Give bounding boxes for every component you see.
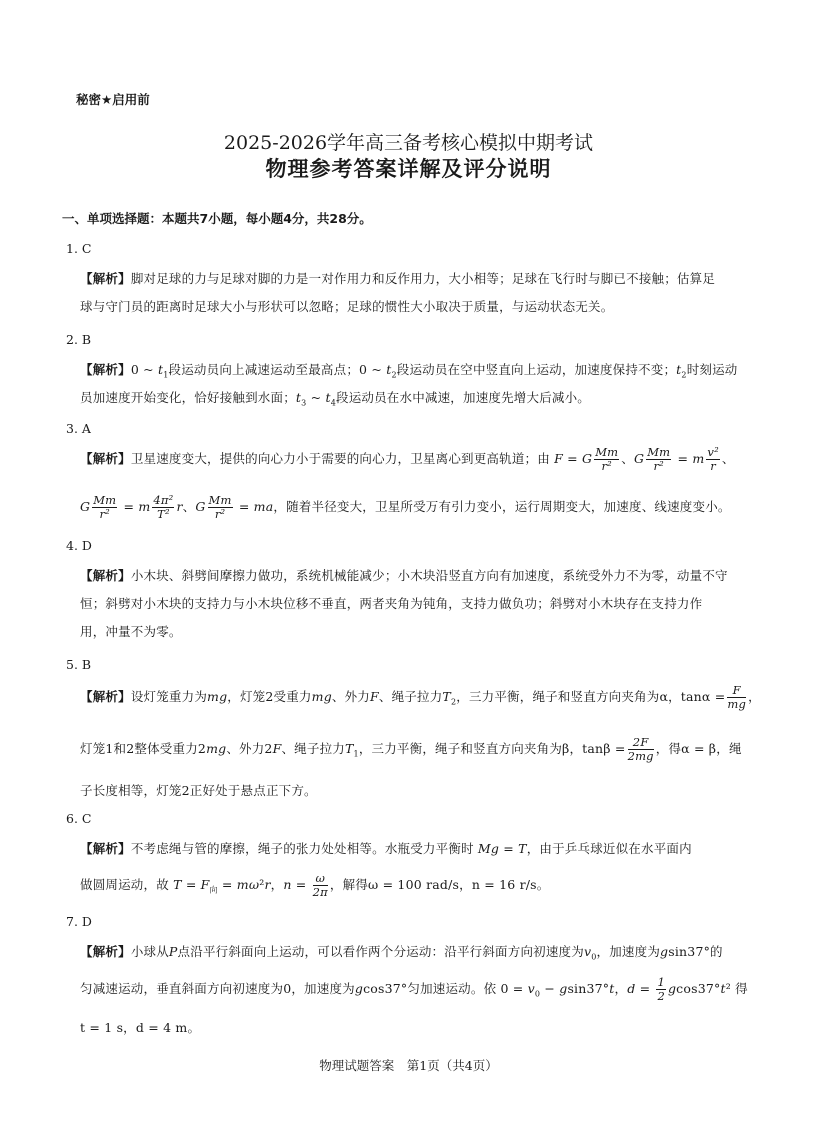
question-6-answer: 6. C [66,811,92,826]
q4-analysis-line: 恒；斜劈对小木块的支持力与小木块位移不垂直，两者夹角为钝角，支持力做负功；斜劈对小木块存在支持力作 [80,596,703,611]
q2-analysis-line: 【解析】0 ~ $t_1$段运动员向上减速运动至最高点；0 ~ $t_2$段运动员在空中竖直向上运动，加速度保持不变；$t_2$时刻运动 [80,362,738,380]
question-3-answer: 3. A [66,421,91,436]
section-heading: 一、单项选择题：本题共7小题，每小题4分，共28分。 [62,211,372,226]
q2-analysis-line: 员加速度开始变化，恰好接触到水面；$t_3$ ~ $t_4$段运动员在水中减速，加速度先增大后减小。 [80,390,591,408]
confidential-mark: 秘密★启用前 [76,92,150,107]
q1-analysis-line: 【解析】脚对足球的力与足球对脚的力是一对作用力和反作用力，大小相等；足球在飞行时与脚已不接触；估算足 [80,271,716,286]
question-2-answer: 2. B [66,332,92,347]
question-4-answer: 4. D [66,538,92,553]
exam-title: 2025-2026学年高三备考核心模拟中期考试 [223,132,594,154]
question-1-answer: 1. C [66,241,92,256]
q3-analysis-line: 【解析】卫星速度变大，提供的向心力小于需要的向心力，卫星离心到更高轨道；由 F = G $\frac{Mm}{\text{r²}}$ 、G $\frac{Mm}{\text{r²}}$ = m $\frac{\text{v²}}{r}$ 、 [80,445,735,473]
q5-analysis-line: 【解析】设灯笼重力为mg，灯笼2受重力mg、外力F、绳子拉力$T_2$，三力平衡，绳子和竖直方向夹角为α，tanα = $\frac{F}{mg}$ ， [80,683,761,711]
q5-analysis-line: 子长度相等，灯笼2正好处于悬点正下方。 [80,783,317,798]
q7-analysis-line: 【解析】小球从P点沿平行斜面向上运动，可以看作两个分运动：沿平行斜面方向初速度为$v_0$，加速度为gsin37°的 [80,944,723,962]
question-5-answer: 5. B [66,657,92,672]
document-title: 物理参考答案详解及评分说明 [265,157,552,181]
q7-analysis-line: t = 1 s，d = 4 m。 [80,1020,201,1035]
page-footer: 物理试题答案 第1页（共4页） [319,1058,498,1073]
q4-analysis-line: 用，冲量不为零。 [80,624,182,639]
question-7-answer: 7. D [66,914,92,929]
q1-analysis-line: 球与守门员的距离时足球大小与形状可以忽略；足球的惯性大小取决于质量，与运动状态无关。 [80,299,614,314]
q5-analysis-line: 灯笼1和2整体受重力2mg、外力2F、绳子拉力$T_1$，三力平衡，绳子和竖直方向夹角为β，tanβ = $\frac{2F}{2mg}$ ，得α = β，绳 [80,735,742,763]
q4-analysis-line: 【解析】小木块、斜劈间摩擦力做功，系统机械能减少；小木块沿竖直方向有加速度，系统受外力不为零，动量不守 [80,568,728,583]
q6-analysis-line: 做圆周运动，故 $T = F_向 = m\omega^2r$，n = $\frac{\omega}{2\pi}$ ，解得ω = 100 rad/s，n = 16 r/s。 [80,871,550,899]
q3-analysis-line: G $\frac{Mm}{\text{r²}}$ = m $\frac{\text{4π²}}{\text{T²}}$ r、G $\frac{Mm}{\text{r²}}$ = ma，随着半径变大，卫星所受万有引力变小，运行周期变大，加速度、线速度变小。 [80,493,731,521]
q7-analysis-line: 匀减速运动，垂直斜面方向初速度为0，加速度为gcos37°匀加速运动。依 $0 = v_0 - gsin37^\circ t$，d = $\frac{1}{2}$ gcos37°t² 得 [80,975,748,1003]
q6-analysis-line: 【解析】不考虑绳与管的摩擦，绳子的张力处处相等。水瓶受力平衡时 Mg = T，由于乒乓球近似在水平面内 [80,841,692,856]
